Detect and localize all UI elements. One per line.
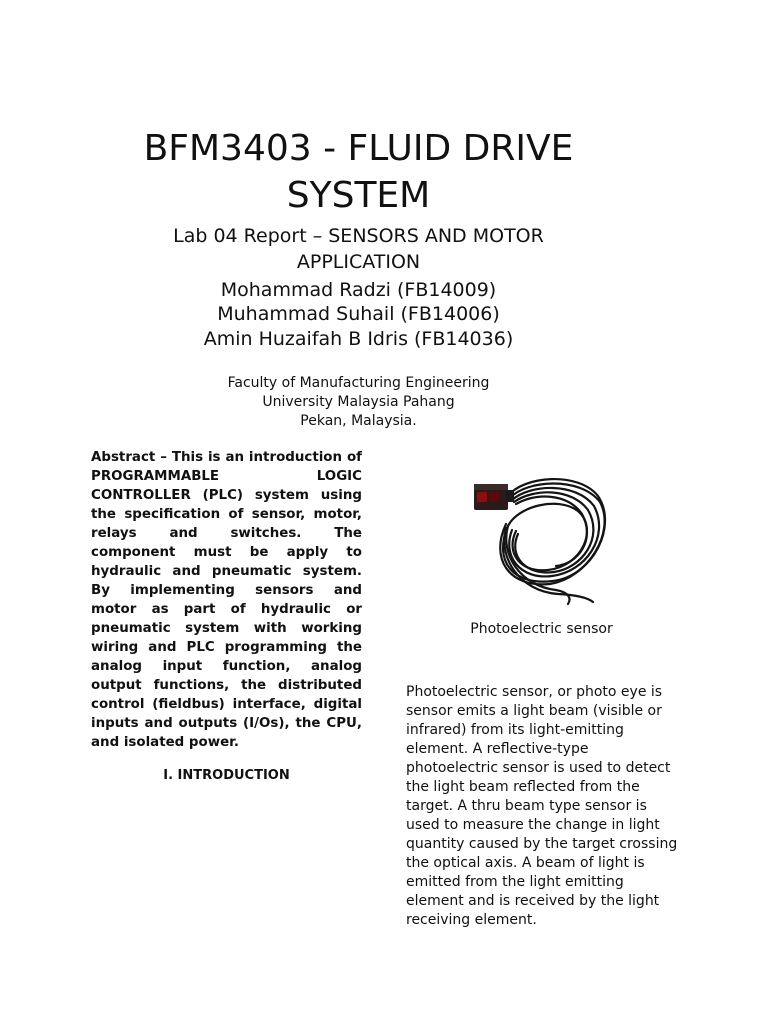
sensor-cable-icon — [500, 479, 605, 604]
photoelectric-sensor-figure — [468, 466, 613, 606]
section-heading-introduction: I. INTRODUCTION — [163, 768, 290, 783]
paper-title-line-2: SYSTEM — [286, 175, 431, 216]
photoelectric-sensor-image — [468, 466, 613, 606]
figure-caption: Photoelectric sensor — [470, 621, 613, 637]
affiliation-location: Pekan, Malaysia. — [300, 413, 417, 429]
abstract-paragraph: Abstract – This is an introduction of PROGRAMMABLE LOGIC CONTROLLER (PLC) system using the specification of sensor, motor, relays and switches. The component must be apply to hydraulic and pneumatic system. By implementing sensors and motor as part of hydraulic or pneumatic system with working wiring and PLC programming the analog input function, analog output functions, the distributed control (fieldbus) interface, digital inputs and outputs (I/Os), the CPU, and isolated power. — [91, 450, 362, 750]
author-3: Amin Huzaifah B Idris (FB14036) — [203, 328, 514, 350]
author-2: Muhammad Suhail (FB14006) — [217, 303, 500, 325]
affiliation-faculty: Faculty of Manufacturing Engineering — [227, 375, 490, 391]
affiliation-university: University Malaysia Pahang — [262, 394, 455, 410]
paper-subtitle-line-1: Lab 04 Report – SENSORS AND MOTOR — [173, 225, 544, 247]
photoelectric-description-paragraph: Photoelectric sensor, or photo eye is sensor emits a light beam (visible or infrared) from its light-emitting element. A reflective-type photoelectric sensor is used to detect the light beam reflected from the target. A thru beam type sensor is used to measure the change in light quantity caused by the target crossing the optical axis. A beam of light is emitted from the light emitting element and is received by the light receiving element. — [406, 684, 678, 928]
author-1: Mohammad Radzi (FB14009) — [220, 279, 497, 301]
paper-title-line-1: BFM3403 - FLUID DRIVE — [143, 128, 574, 169]
sensor-body-icon — [474, 484, 514, 510]
paper-subtitle-line-2: APPLICATION — [296, 251, 421, 273]
